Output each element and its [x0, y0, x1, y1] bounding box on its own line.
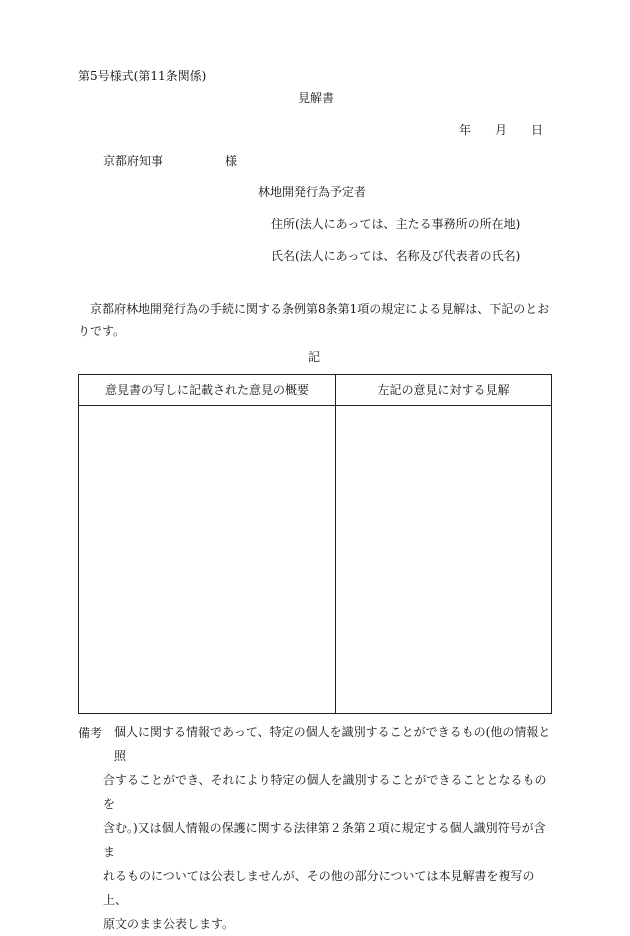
applicant-label: 林地開発行為予定者 [258, 185, 367, 199]
applicant-name-field: 氏名(法人にあっては、名称及び代表者の氏名) [271, 249, 521, 263]
remarks-line: 原文のまま公表します。 [103, 917, 235, 931]
addressee-name: 京都府知事 [103, 154, 164, 168]
table-header-opinion-summary: 意見書の写しに記載された意見の概要 [104, 383, 309, 397]
date-line [459, 124, 543, 136]
response-cell[interactable] [336, 406, 551, 713]
applicant-address-field: 住所(法人にあっては、主たる事務所の所在地) [271, 217, 521, 231]
addressee-honorific: 様 [225, 154, 238, 168]
remarks-line: 合することができ、それにより特定の個人を識別することができることとなるものを [103, 773, 547, 811]
form-number: 第5号様式(第11条関係) [78, 69, 207, 83]
remarks-line: れるものについては公表しませんが、その他の部分については本見解書を複写の上、 [103, 869, 535, 907]
table-header-response: 左記の意見に対する見解 [377, 383, 510, 397]
date-day-label: 日 [531, 123, 544, 137]
remarks-line: 個人に関する情報であって、特定の個人を識別することができるもの(他の情報と照 [114, 725, 551, 763]
opinion-table [78, 374, 552, 714]
statement-text: 京都府林地開発行為の手続に関する条例第8条第1項の規定による見解は、下記のとおりです。 [78, 302, 550, 338]
remarks-text [103, 720, 553, 936]
ki-label: 記 [308, 350, 321, 364]
document-title: 見解書 [298, 91, 335, 105]
addressee [103, 155, 237, 167]
opinion-summary-cell[interactable] [79, 406, 335, 713]
date-year-label: 年 [459, 123, 472, 137]
remarks-label: 備考 [78, 726, 103, 740]
date-month-label: 月 [495, 123, 508, 137]
remarks-line: 含む。)又は個人情報の保護に関する法律第２条第２項に規定する個人識別符号が含ま [103, 821, 546, 859]
